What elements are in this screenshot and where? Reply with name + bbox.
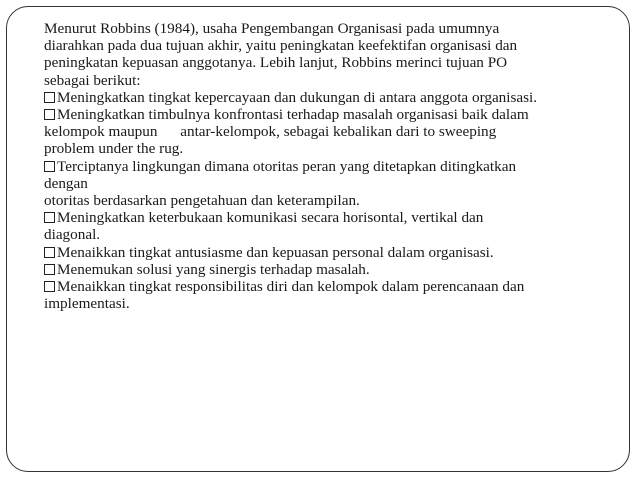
intro-line: sebagai berikut: xyxy=(44,71,141,89)
checkbox-icon xyxy=(44,247,55,258)
list-item-text: Menemukan solusi yang sinergis terhadap masalah. xyxy=(57,260,370,278)
slide-content xyxy=(44,20,614,312)
list-item-text: Meningkatkan keterbukaan komunikasi secara horisontal, vertikal dan xyxy=(57,209,484,227)
list-item xyxy=(44,89,614,106)
checkbox-icon xyxy=(44,109,55,120)
intro-line: diarahkan pada dua tujuan akhir, yaitu peningkatan keefektifan organisasi dan xyxy=(44,37,518,55)
list-item-text: dengan xyxy=(44,174,88,192)
list-item xyxy=(44,261,614,278)
list-item-text: kelompok maupun antar-kelompok, sebagai kebalikan dari to sweeping xyxy=(44,123,497,141)
list-item-text: Menaikkan tingkat antusiasme dan kepuasan personal dalam organisasi. xyxy=(57,243,494,261)
intro-paragraph xyxy=(44,20,614,89)
list-item xyxy=(44,209,614,243)
list-item-text: Meningkatkan tingkat kepercayaan dan dukungan di antara anggota organisasi. xyxy=(57,88,538,106)
checkbox-icon xyxy=(44,92,55,103)
list-item-text: implementasi. xyxy=(44,295,130,313)
list-item xyxy=(44,278,614,312)
list-item-text: Menaikkan tingkat responsibilitas diri dan kelompok dalam perencanaan dan xyxy=(57,278,525,296)
list-item xyxy=(44,244,614,261)
checkbox-icon xyxy=(44,264,55,275)
list-item xyxy=(44,158,614,210)
list-item-text: otoritas berdasarkan pengetahuan dan keterampilan. xyxy=(44,192,360,210)
intro-line: peningkatan kepuasan anggotanya. Lebih lanjut, Robbins merinci tujuan PO xyxy=(44,54,508,72)
list-item-text: Terciptanya lingkungan dimana otoritas peran yang ditetapkan ditingkatkan xyxy=(57,157,517,175)
checkbox-icon xyxy=(44,281,55,292)
list-item-text: diagonal. xyxy=(44,226,101,244)
list-item xyxy=(44,106,614,158)
slide-frame xyxy=(6,6,630,472)
checkbox-icon xyxy=(44,212,55,223)
list-item-text: Meningkatkan timbulnya konfrontasi terhadap masalah organisasi baik dalam xyxy=(57,106,529,124)
intro-line: Menurut Robbins (1984), usaha Pengembangan Organisasi pada umumnya xyxy=(44,20,500,37)
list-item-text: problem under the rug. xyxy=(44,140,184,158)
checkbox-icon xyxy=(44,161,55,172)
